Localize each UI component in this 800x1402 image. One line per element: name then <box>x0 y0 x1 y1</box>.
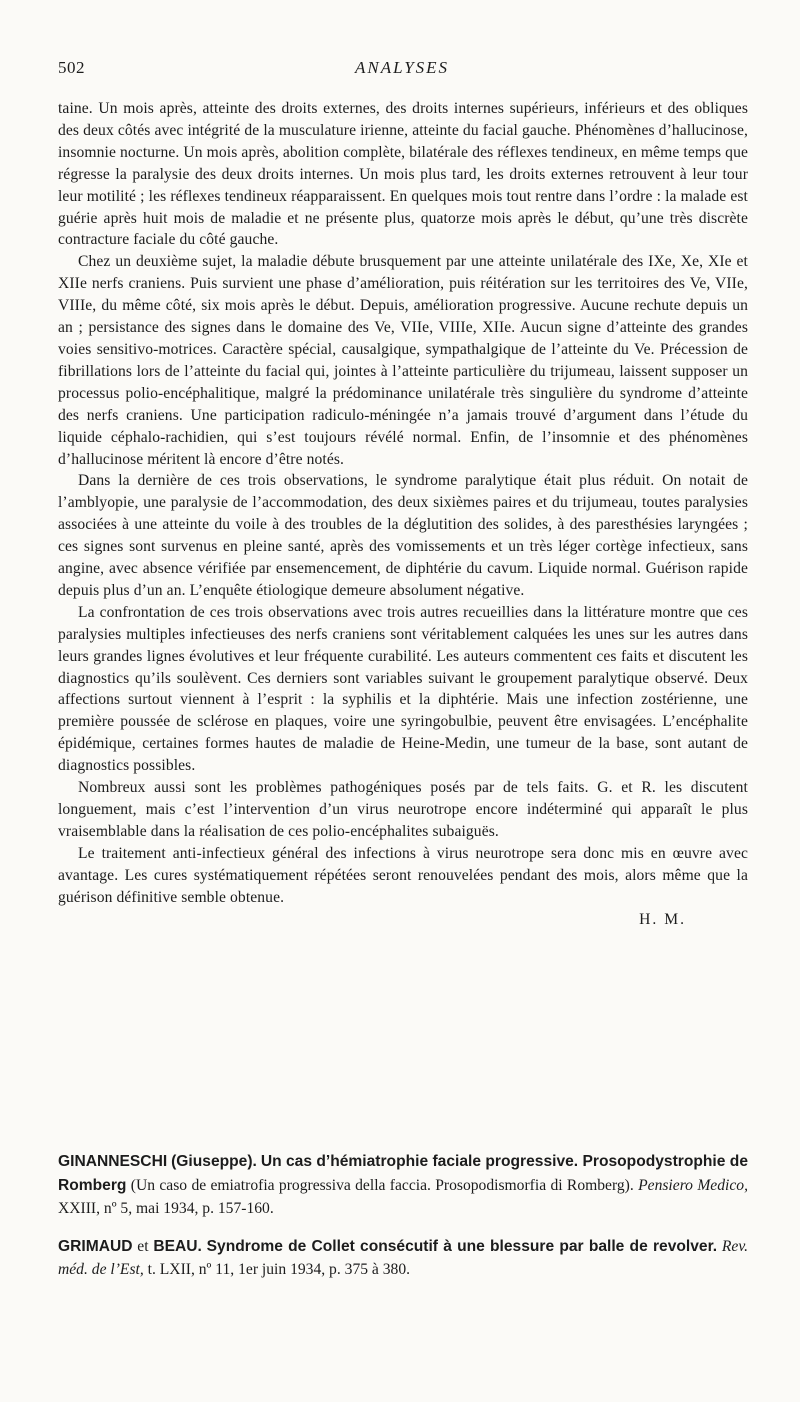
reference-authors-second: BEAU. <box>153 1237 202 1255</box>
paragraph-5: Nombreux aussi sont les problèmes pathogéniques posés par de tels faits. G. et R. les discutent longuement, mais c’est l’intervention d’un virus neurotrope encore indéterminé qui apparaît le plus vraisemblable dans la réalisation de ces polio-encéphalites subaiguës. <box>58 779 748 840</box>
page-number: 502 <box>58 58 85 77</box>
paragraph-4: La confrontation de ces trois observations avec trois autres recueillies dans la littérature montre que ces paralysies multiples infectieuses des nerfs craniens sont véritablement calquées les unes sur les autres dans leurs grandes lignes évolutives et leur fréquente curabilité. Les auteurs commentent ces faits et discutent les diagnostics qu’ils soulèvent. Ces derniers sont variables suivant le groupement paralytique observé. Deux affections surtout viennent à l’esprit : la syphilis et la diphtérie. Mais une infection zostérienne, une première poussée de sclérose en plaques, voire une syringobulbie, peuvent être envisagées. L’encéphalite épidémique, certaines formes hautes de maladie de Heine-Medin, une tumeur de la base, sont autant de diagnostics possibles. <box>58 603 748 775</box>
reference-details: t. LXII, nº 11, 1er juin 1934, p. 375 à 380. <box>147 1261 411 1278</box>
reference-given-name: (Giuseppe). <box>171 1153 257 1170</box>
reference-journal: Pensiero Medico, <box>638 1176 748 1194</box>
reference-title: Un cas d’hémiatrophie faciale progressive. Prosopodystrophie de Romberg <box>58 1153 748 1194</box>
paragraph-1: taine. Un mois après, atteinte des droits externes, des droits internes supérieurs, inférieurs et des obliques des deux côtés avec intégrité de la musculature irienne, atteinte du facial gauche. Phénomènes d’hallucinose, insomnie nocturne. Un mois après, abolition complète, bilatérale des réflexes tendineux, en même temps que régresse la paralysie des deux droits internes. Un mois plus tard, les droits externes retrouvent à leur tour leur motilité ; les réflexes tendineux réapparaissent. En quelques mois tout rentre dans l’ordre : la malade est guérie après huit mois de maladie et ne présente plus, quatorze mois après le début, qu’une très discrète contracture faciale du côté gauche. <box>58 100 748 249</box>
paragraph-3: Dans la dernière de ces trois observations, le syndrome paralytique était plus réduit. On notait de l’amblyopie, une paralysie de l’accommodation, des deux sixièmes paires et du trijumeau, toutes paralysies associées à une atteinte du voile à des troubles de la déglutition des solides, à des paresthésies laryngées ; ces signes sont survenus en pleine santé, après des vomissements et un très léger cortège infectieux, sans angine, avec absence vérifiée par ensemencement, de diphtérie du cavum. Liquide normal. Guérison rapide depuis plus d’un an. L’enquête étiologique demeure absolument négative. <box>58 472 748 599</box>
bibliography-entries <box>58 1150 748 1296</box>
reference-journal: Rev. méd. de l’Est, <box>58 1237 749 1278</box>
reference-entry-ginanneschi <box>58 1150 748 1221</box>
article-body <box>58 98 748 930</box>
reference-conjunction: et <box>137 1237 149 1255</box>
reference-authors: GINANNESCHI <box>58 1153 168 1170</box>
reference-title: Syndrome de Collet consécutif à une blessure par balle de revolver. <box>206 1237 718 1255</box>
paragraph-6: Le traitement anti-infectieux général des infections à virus neurotrope sera donc mis en œuvre avec avantage. Les cures systématiquement répétées seront renouvelées pendant des mois, alors même que la guérison définitive semble obtenue. <box>58 844 748 906</box>
author-signature: H. M. <box>639 910 686 928</box>
paragraph-2: Chez un deuxième sujet, la maladie débute brusquement par une atteinte unilatérale des IXe, Xe, XIe et XIIe nerfs craniens. Puis survient une phase d’amélioration, puis réitération sur les territoires des Ve, VIIe, VIIIe, du même côté, six mois après le début. Depuis, amélioration progressive. Aucune rechute depuis un an ; persistance des signes dans le domaine des Ve, VIIe, VIIIe, XIIe. Aucun signe d’atteinte des grandes voies sensitivo-motrices. Caractère spécial, causalgique, sympathalgique de l’atteinte du Ve. Précession de fibrillations lors de l’atteinte du facial qui, jointes à l’atteinte particulière du trijumeau, laissent supposer un processus polio-encéphalitique, malgré la prédominance unilatérale très singulière du syndrome d’atteinte des nerfs craniens. Une participation radiculo-méningée n’a jamais trouvé d’argument dans l’étude du liquide céphalo-rachidien, qui s’est toujours révélé normal. Enfin, de l’insomnie et des phénomènes d’hallucinose méritent là encore d’être notés. <box>58 253 748 468</box>
reference-entry-grimaud-beau <box>58 1235 748 1282</box>
running-head <box>58 58 746 84</box>
reference-authors: GRIMAUD <box>58 1237 133 1255</box>
reference-translation: (Un caso de emiatrofia progressiva della faccia. Prosopodismorfia di Romberg). <box>130 1176 634 1194</box>
journal-title: ANALYSES <box>354 58 450 77</box>
reference-details: XXIII, nº 5, mai 1934, p. 157-160. <box>58 1200 274 1217</box>
